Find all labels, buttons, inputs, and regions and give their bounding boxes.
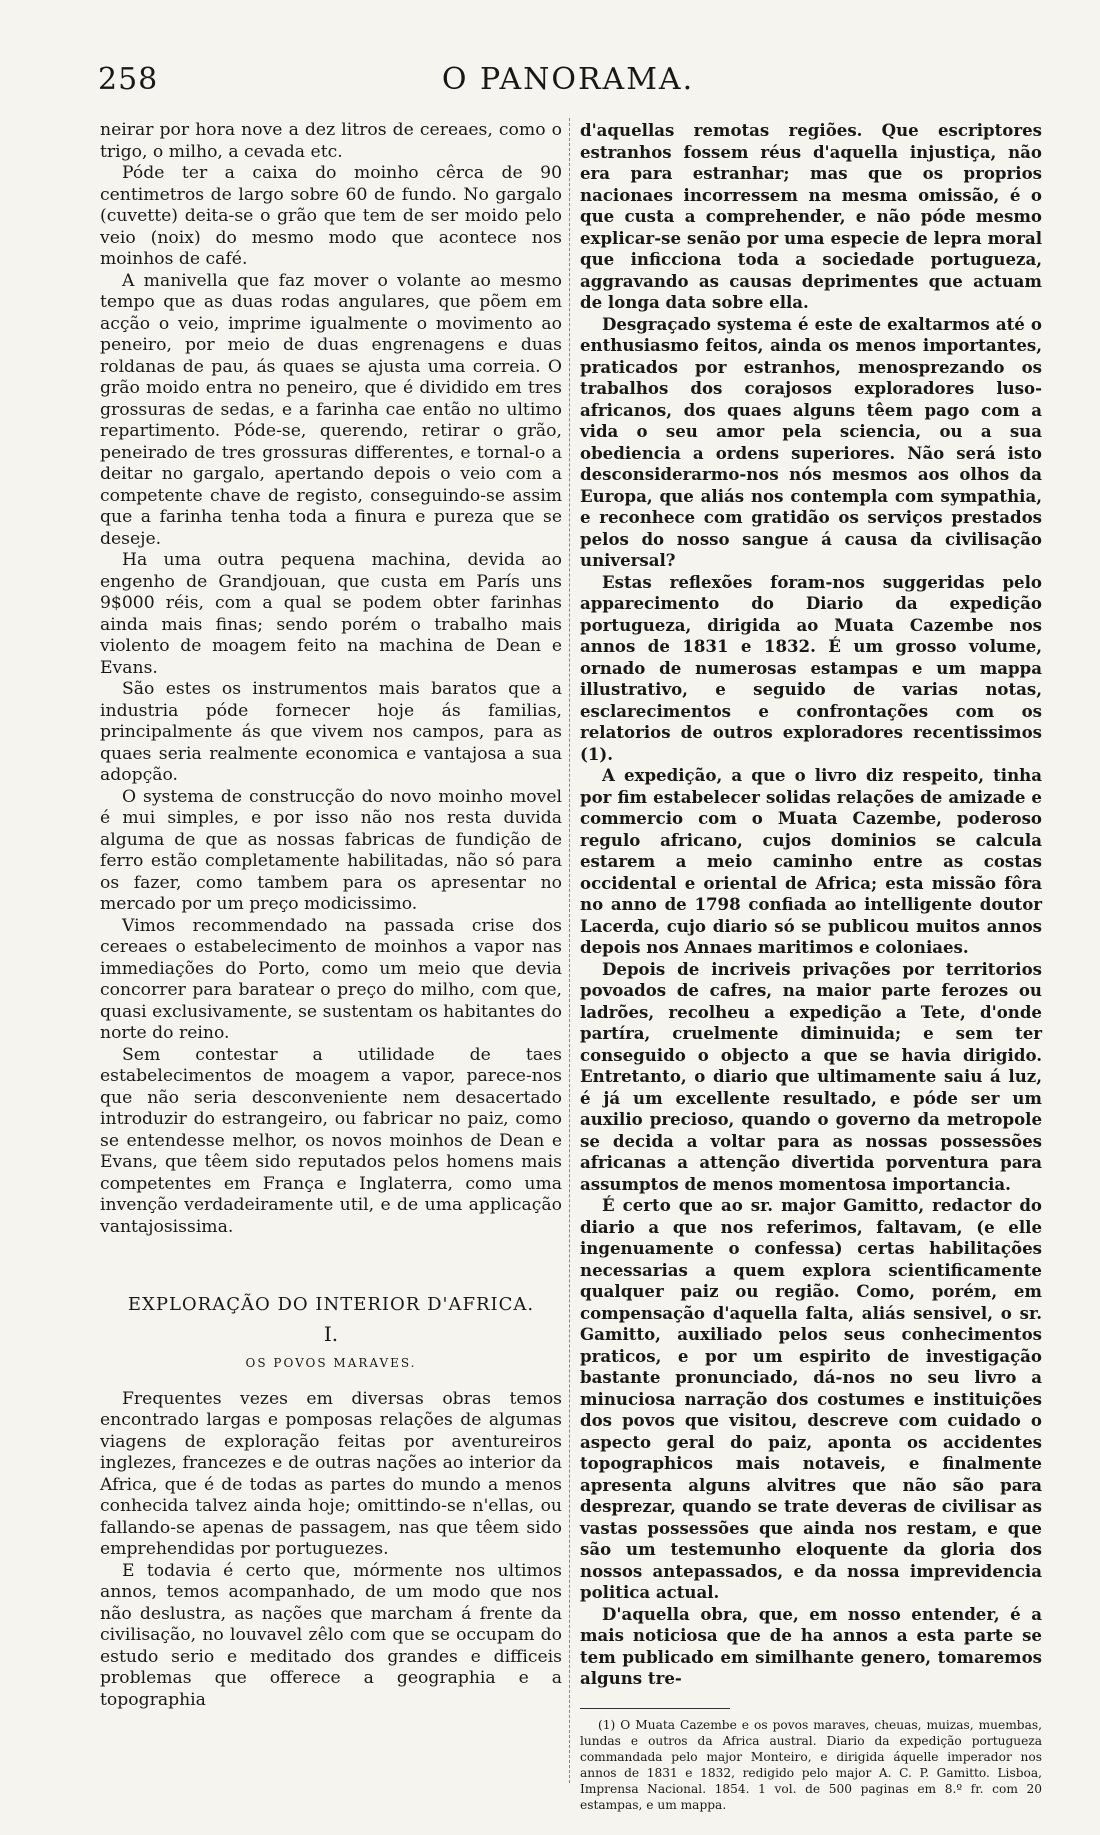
paragraph: neirar por hora nove a dez litros de cereaes, como o trigo, o milho, a cevada etc. xyxy=(100,120,562,162)
section-subtitle: OS POVOS MARAVES. xyxy=(245,1356,417,1370)
page-header xyxy=(98,62,1038,102)
paragraph: Depois de incriveis privações por territorios povoados de cafres, na maior parte ferozes ou ladrões, recolheu a expedição a Tete, d'onde partíra, cruelmente diminuida; e sem ter conseguido o objecto a que se havia dirigido. Entretanto, o diario que ultimamente saiu á luz, é já um excellente resultado, e póde ser um auxilio precioso, quando o governo da metropole se decida a voltar para as nossas possessões africanas a attenção divertida porventura para assumptos de menos momentosa importancia. xyxy=(580,958,1042,1194)
left-column xyxy=(100,120,562,1711)
paragraph: Estas reflexões foram-nos suggeridas pelo apparecimento do Diario da expedição portugueza, dirigida ao Muata Cazembe nos annos de 1831 e 1832. É um grosso volume, ornado de numerosas estampas e um mappa illustrativo, e seguido de varias notas, esclarecimentos e confrontações com os relatorios de outros exploradores recentissimos (1). xyxy=(580,571,1042,764)
paragraph: O systema de construcção do novo moinho movel é mui simples, e por isso não nos resta duvida alguma de que as nossas fabricas de fundição de ferro estão completamente habilitadas, não só para os fazer, como tambem para os apresentar no mercado por um preço modicissimo. xyxy=(100,786,562,914)
section-title: EXPLORAÇÃO DO INTERIOR D'AFRICA. xyxy=(127,1294,535,1315)
right-column xyxy=(580,120,1042,1813)
footnote-divider xyxy=(580,1708,730,1709)
paragraph: Sem contestar a utilidade de taes estabelecimentos de moagem a vapor, parece-nos que não seria desconveniente nem desacertado introduzir do estrangeiro, ou fabricar no paiz, como se entendesse melhor, os novos moinhos de Dean e Evans, que têem sido reputados pelos homens mais competentes em França e Inglaterra, como uma invenção verdadeiramente util, e de uma applicação vantajosissima. xyxy=(100,1044,562,1237)
paragraph: A manivella que faz mover o volante ao mesmo tempo que as duas rodas angulares, que põem em acção o veio, imprime igualmente o movimento ao peneiro, por meio de duas engrenagens e duas roldanas de pau, ás quaes se ajusta uma correia. O grão moido entra no peneiro, que é dividido em tres grossuras de sedas, e a farinha cae então no ultimo repartimento. Póde-se, querendo, retirar o grão, peneirado de tres grossuras differentes, e tornal-o a deitar no gargalo, apertando depois o veio com a competente chave de registo, conseguindo-se assim que a farinha tenha toda a finura e pureza que se deseje. xyxy=(100,270,562,549)
section-number: I. xyxy=(323,1321,339,1346)
paragraph: É certo que ao sr. major Gamitto, redactor do diario a que nos referimos, faltavam, (e elle ingenuamente o confessa) certas habilitações necessarias a quem explora scientificamente qualquer paiz ou região. Como, porém, em compensação d'aquella falta, aliás sensivel, o sr. Gamitto, auxiliado pelos seus conhecimentos praticos, e por um espirito de investigação bastante pronunciado, dá-nos no seu livro a minuciosa narração dos costumes e instituições dos povos que visitou, descreve com cuidado o aspecto geral do paiz, aponta os accidentes topographicos mais notaveis, e finalmente apresenta alguns alvitres que não são para desprezar, quando se trate deveras de civilisar as vastas possessões que ainda nos restam, e que são um testemunho eloquente da gloria dos nossos antepassados, e da nossa imprevidencia politica actual. xyxy=(580,1195,1042,1602)
paragraph: d'aquellas remotas regiões. Que escriptores estranhos fossem réus d'aquella injustiça, não era para estranhar; mas que os proprios nacionaes incorressem na mesma omissão, é o que custa a comprehender, e não póde mesmo explicar-se senão por uma especie de lepra moral que inficciona toda a sociedade portugueza, aggravando as causas deprimentes que actuam de longa data sobre ella. xyxy=(580,120,1042,312)
paragraph: Ha uma outra pequena machina, devida ao engenho de Grandjouan, que custa em París uns 9$000 réis, com a qual se podem obter farinhas ainda mais finas; sendo porém o trabalho mais violento de moagem feito na machina de Dean e Evans. xyxy=(100,550,562,678)
column-divider xyxy=(569,118,570,1783)
paragraph: E todavia é certo que, mórmente nos ultimos annos, temos acompanhado, de um modo que nos não deslustra, as nações que marcham á frente da civilisação, no louvavel zêlo com que se occupam do estudo serio e meditado dos grandes e difficeis problemas que offerece a geographia e a topographia xyxy=(100,1560,562,1710)
paragraph: A expedição, a que o livro diz respeito, tinha por fim estabelecer solidas relações de amizade e commercio com o Muata Cazembe, poderoso regulo africano, cujos dominios se calcula estarem a meio caminho entre as costas occidental e oriental de Africa; esta missão fôra no anno de 1798 confiada ao intelligente doutor Lacerda, cujo diario só se publicou muitos annos depois nos Annaes maritimos e coloniaes. xyxy=(580,765,1042,957)
footnote xyxy=(580,1717,1042,1813)
paragraph: Frequentes vezes em diversas obras temos encontrado largas e pomposas relações de algumas viagens de exploração feitas por aventureiros inglezes, francezes e de outras nações ao interior da Africa, que é de todas as partes do mundo a menos conhecida talvez ainda hoje; omittindo-se n'ellas, ou fallando-se apenas de passagem, nas que têem sido emprehendidas por portuguezes. xyxy=(100,1388,562,1559)
paragraph: Vimos recommendado na passada crise dos cereaes o estabelecimento de moinhos a vapor nas immediações do Porto, como um meio que devia concorrer para baratear o preço do milho, com que, quasi exclusivamente, se sustentam os habitantes do norte do reino. xyxy=(100,915,562,1043)
paragraph: D'aquella obra, que, em nosso entender, é a mais noticiosa que de ha annos a esta parte se tem publicado em similhante genero, tomaremos alguns tre- xyxy=(580,1603,1042,1688)
page-number: 258 xyxy=(98,62,159,97)
footnote-text: (1) O Muata Cazembe e os povos maraves, cheuas, muizas, muembas, lundas e outros da Africa austral. Diario da expedição portugueza commandada pelo major Monteiro, e dirigida áquelle imperador nos annos de 1831 e 1832, redigido pelo major A. C. P. Gamitto. Lisboa, Imprensa Nacional. 1854. 1 vol. de 500 paginas em 8.º fr. com 20 estampas, e um mappa. xyxy=(580,1717,1042,1812)
paragraph: Póde ter a caixa do moinho cêrca de 90 centimetros de largo sobre 60 de fundo. No gargalo (cuvette) deita-se o grão que tem de ser moido pelo veio (noix) do mesmo modo que acontece nos moinhos de café. xyxy=(100,163,562,269)
paragraph: Desgraçado systema é este de exaltarmos até o enthusiasmo feitos, ainda os menos importantes, praticados por estranhos, menosprezando os trabalhos dos corajosos exploradores luso-africanos, dos quaes alguns têem pago com a vida o seu amor pela sciencia, ou a sua obediencia a ordens superiores. Não será isto desconsiderarmo-nos nós mesmos aos olhos da Europa, que aliás nos contempla com sympathia, e reconhece com gratidão os serviços prestados pelos do nosso sangue á causa da civilisação universal? xyxy=(580,313,1042,570)
paragraph: São estes os instrumentos mais baratos que a industria póde fornecer hoje ás familias, principalmente ás que vivem nos campos, para as quaes seria realmente economica e vantajosa a sua adopção. xyxy=(100,679,562,785)
journal-title: O PANORAMA. xyxy=(441,62,695,97)
